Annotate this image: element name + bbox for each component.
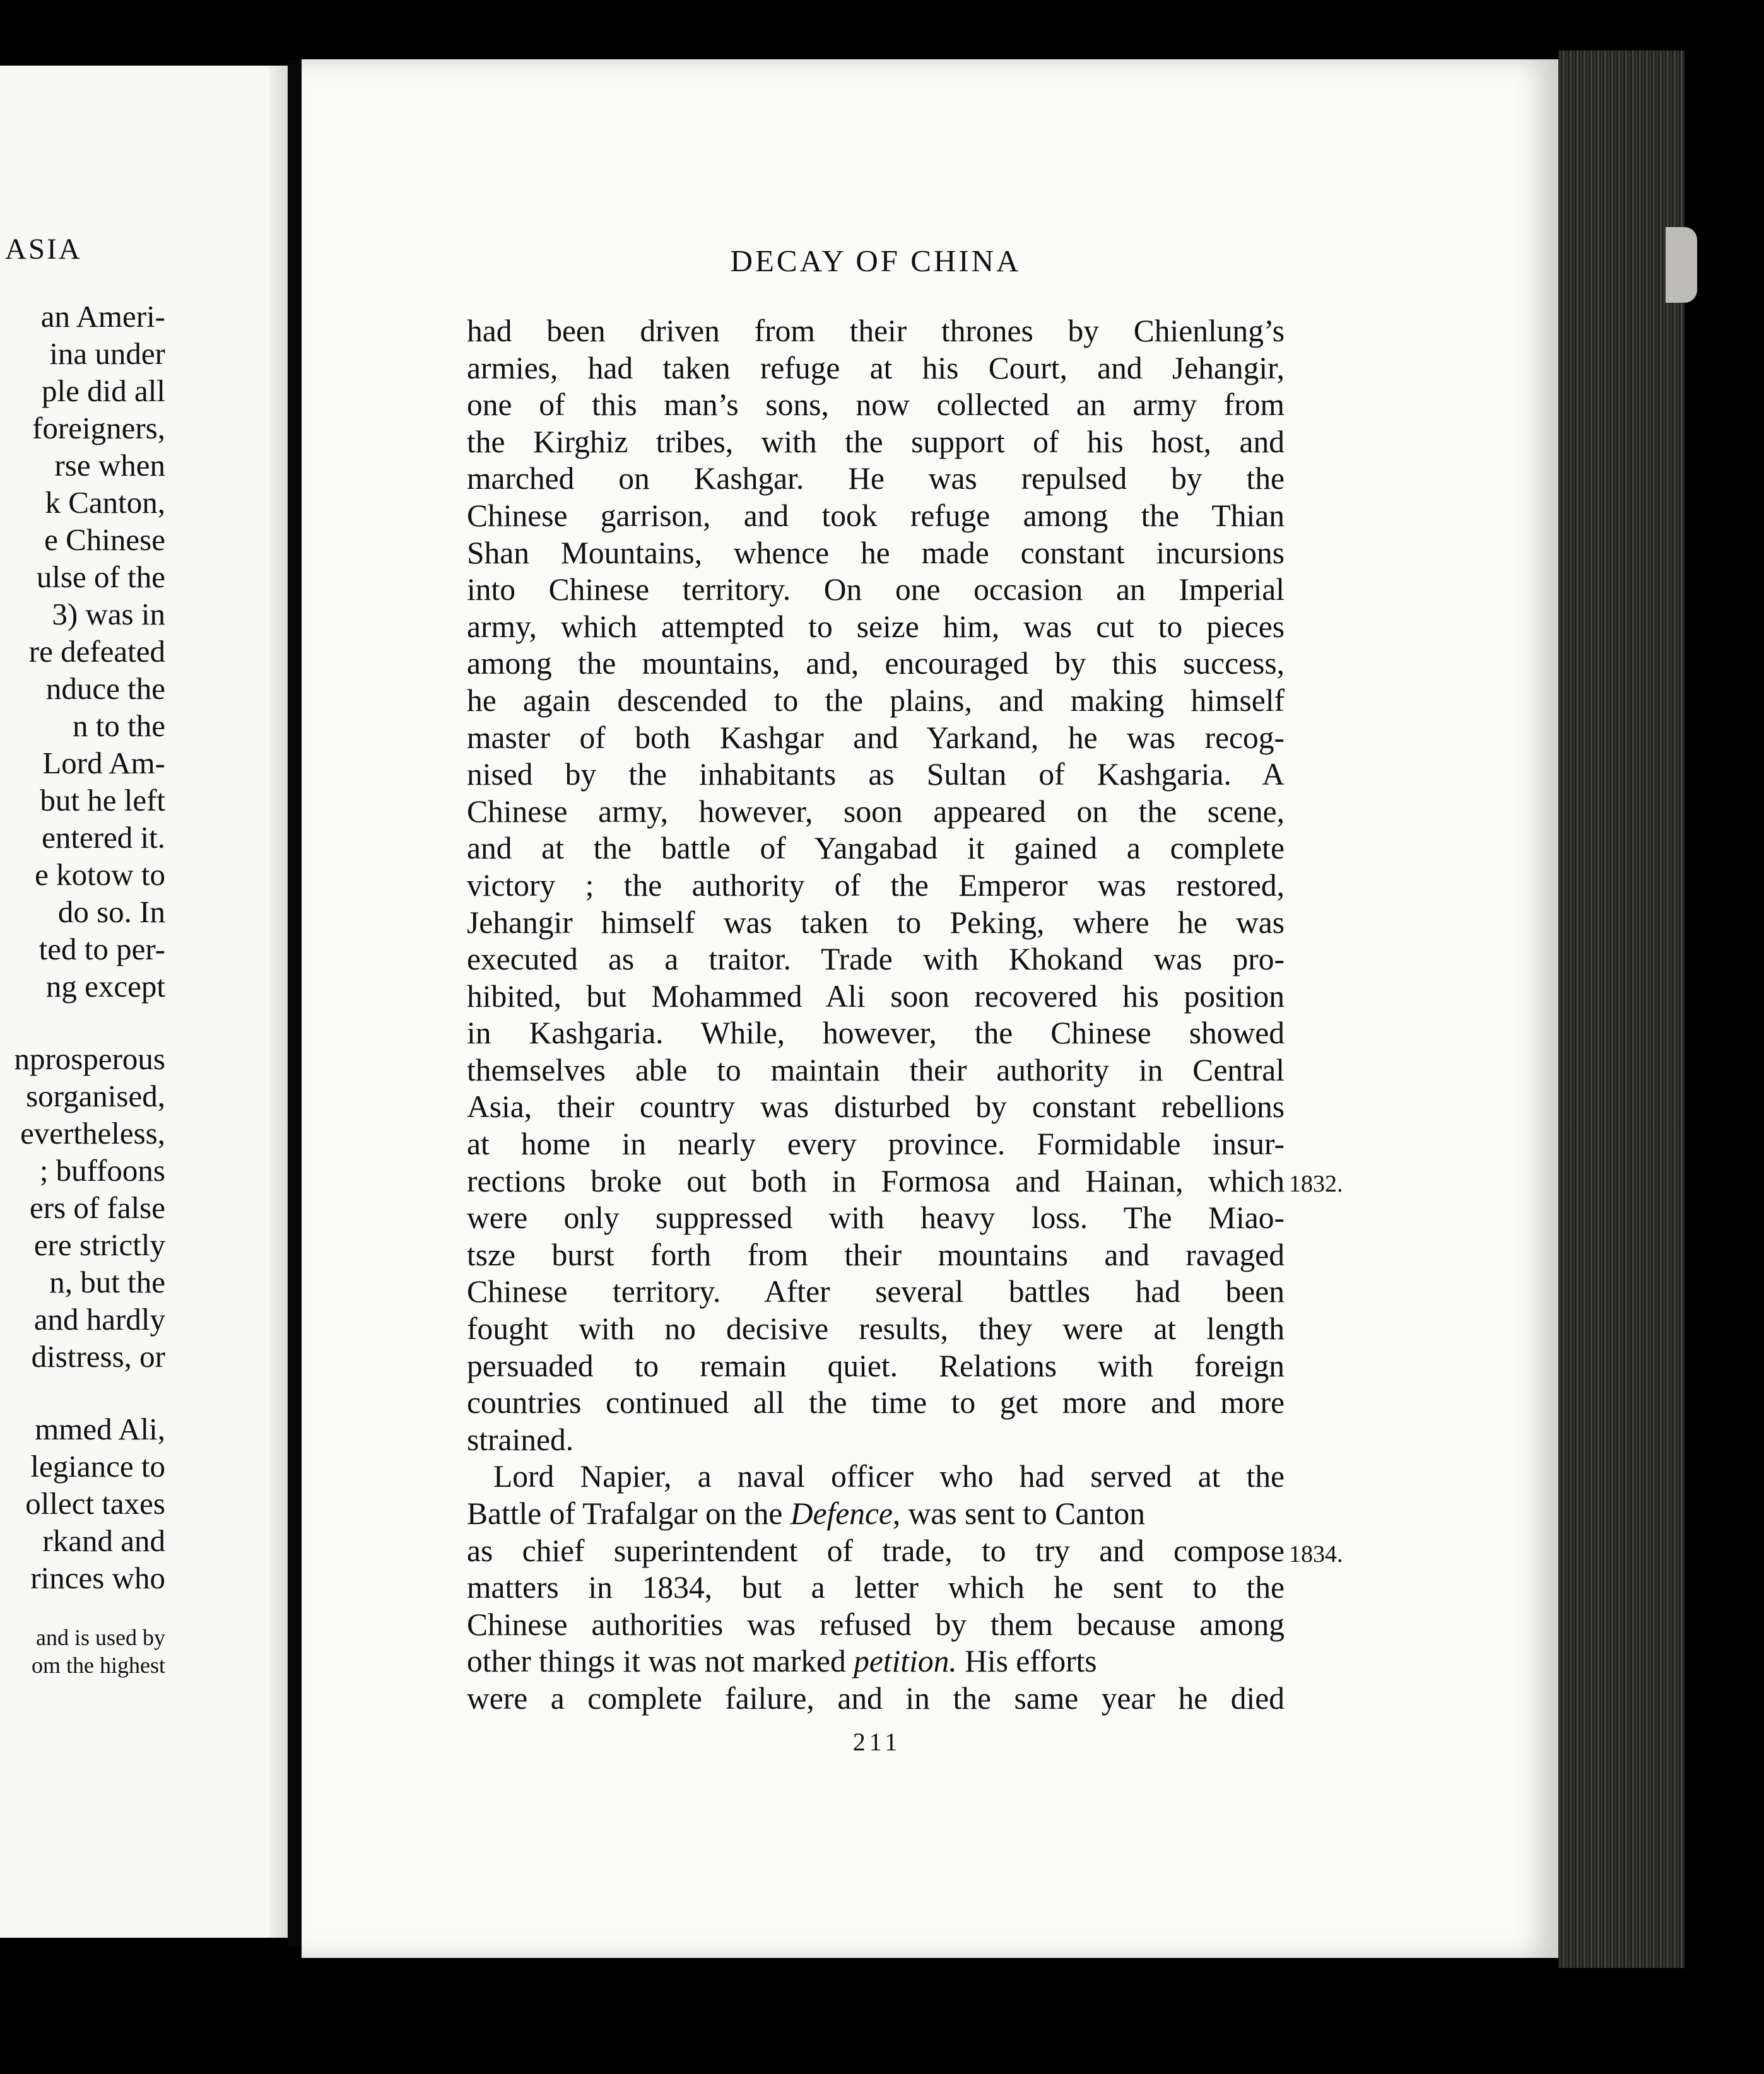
body-text-line: Jehangir himself was taken to Peking, where he was: [467, 905, 1285, 940]
ship-name-italic: Defence: [790, 1496, 893, 1531]
body-text-line: and at the battle of Yangabad it gained a complete: [467, 831, 1285, 866]
left-text-line: distress, or: [31, 1339, 165, 1374]
left-text-line: n, but the: [49, 1265, 165, 1299]
left-text-line: k Canton,: [45, 485, 165, 520]
gutter: [288, 61, 302, 1947]
body-text-line: [467, 1496, 1285, 1533]
left-text-line: ulse of the: [36, 560, 165, 594]
body-text-line: at home in nearly every province. Formidable insur-: [467, 1127, 1285, 1162]
left-text-line: evertheless,: [20, 1116, 165, 1151]
line-segment: other things it was not marked: [467, 1644, 854, 1679]
left-text-line: ere strictly: [33, 1227, 165, 1262]
body-text-line: themselves able to maintain their authority in Central: [467, 1052, 1285, 1087]
margin-note-1832: 1832.: [1289, 1171, 1343, 1197]
left-text-line: mmed Ali,: [35, 1412, 165, 1446]
body-text-line: victory ; the authority of the Emperor was restored,: [467, 867, 1285, 903]
body-text-line: [467, 1643, 1285, 1680]
left-text-line: but he left: [40, 783, 165, 817]
page-number: 211: [852, 1728, 902, 1756]
left-text-line: ng except: [45, 969, 165, 1004]
body-text-line: strained.: [467, 1422, 574, 1457]
body-text-line: the Kirghiz tribes, with the support of his host, and: [467, 424, 1285, 459]
left-text-line: rinces who: [30, 1561, 165, 1595]
left-text-line: foreigners,: [32, 411, 165, 445]
body-text-line: executed as a traitor. Trade with Khokand was pro-: [467, 942, 1285, 977]
body-text-line: matters in 1834, but a letter which he sent to the: [467, 1570, 1285, 1605]
left-page-fold: [269, 66, 288, 1938]
body-text-line: hibited, but Mohammed Ali soon recovered his position: [467, 978, 1285, 1014]
fore-edge-tab: [1666, 227, 1697, 303]
left-text-line: an Ameri-: [40, 299, 165, 334]
left-text-line: ted to per-: [38, 932, 165, 966]
body-text-line: in Kashgaria. While, however, the Chinese showed: [467, 1016, 1285, 1051]
left-footnote-line: and is used by: [36, 1625, 165, 1650]
body-text-line: rections broke out both in Formosa and Hainan, which: [467, 1163, 1285, 1198]
body-text-line: Chinese authorities was refused by them because among: [467, 1607, 1285, 1642]
body-text-line: into Chinese territory. On one occasion an Imperial: [467, 572, 1285, 607]
body-text-line: army, which attempted to seize him, was cut to pieces: [467, 609, 1285, 644]
left-footnote-line: om the highest: [32, 1653, 165, 1678]
left-text-line: rse when: [54, 448, 165, 483]
body-text-line: among the mountains, and, encouraged by this success,: [467, 646, 1285, 681]
left-text-line: rkand and: [42, 1523, 165, 1558]
body-text-line: tsze burst forth from their mountains and ravaged: [467, 1237, 1285, 1272]
left-text-line: re defeated: [28, 634, 165, 669]
body-text-line: Asia, their country was disturbed by constant rebellions: [467, 1089, 1285, 1125]
body-text: [467, 313, 1285, 1718]
left-text-line: ers of false: [30, 1190, 165, 1225]
body-text-line: Chinese garrison, and took refuge among the Thian: [467, 498, 1285, 533]
body-text-line: persuaded to remain quiet. Relations with foreign: [467, 1348, 1285, 1383]
left-text-line: and hardly: [33, 1302, 165, 1337]
left-text-line: sorganised,: [26, 1079, 165, 1113]
body-text-line: marched on Kashgar. He was repulsed by the: [467, 461, 1285, 496]
body-text-line: as chief superintendent of trade, to try and compose: [467, 1533, 1285, 1568]
left-text-line: e kotow to: [35, 857, 165, 892]
body-text-line: Shan Mountains, whence he made constant incursions: [467, 535, 1285, 570]
body-text-line: master of both Kashgar and Yarkand, he was recog-: [467, 720, 1285, 755]
left-text-line: Lord Am-: [42, 746, 165, 780]
left-page-footnote: [0, 1624, 165, 1679]
left-text-line: ple did all: [42, 373, 165, 408]
left-text-line: ina under: [49, 336, 165, 371]
body-text-line: Lord Napier, a naval officer who had served at the: [493, 1459, 1285, 1494]
body-text-line: he again descended to the plains, and making himself: [467, 683, 1285, 718]
body-text-line: Chinese territory. After several battles had been: [467, 1274, 1285, 1309]
body-text-line: had been driven from their thrones by Chienlung’s: [467, 313, 1285, 348]
left-text-line: ; buffoons: [39, 1153, 165, 1188]
body-text-line: were only suppressed with heavy loss. The Miao-: [467, 1200, 1285, 1236]
left-text-line: nprosperous: [14, 1041, 165, 1076]
left-text-line: legiance to: [30, 1449, 165, 1484]
line-segment: His efforts: [956, 1644, 1097, 1679]
body-text-line: Chinese army, however, soon appeared on the scene,: [467, 794, 1285, 829]
left-text-line: nduce the: [45, 671, 165, 706]
line-segment: Battle of Trafalgar on the: [467, 1496, 791, 1531]
left-text-line: do so. In: [57, 894, 165, 929]
line-segment: , was sent to Canton: [892, 1496, 1145, 1531]
body-text-line: nised by the inhabitants as Sultan of Kashgaria. A: [467, 757, 1285, 792]
body-text-line: armies, had taken refuge at his Court, and Jehangir,: [467, 350, 1285, 385]
left-text-line: ollect taxes: [25, 1486, 165, 1521]
body-text-line: fought with no decisive results, they were at length: [467, 1311, 1285, 1347]
left-text-line: n to the: [73, 708, 165, 743]
body-text-line: countries continued all the time to get more and more: [467, 1385, 1285, 1421]
left-text-line: entered it.: [42, 820, 165, 855]
left-text-line: 3) was in: [52, 597, 165, 631]
page-running-head: DECAY OF CHINA: [730, 243, 1021, 278]
page-edges: [1558, 50, 1685, 1968]
left-text-line: e Chinese: [44, 522, 165, 557]
margin-note-1834: 1834.: [1289, 1541, 1343, 1567]
body-text-line: one of this man’s sons, now collected an army from: [467, 387, 1285, 423]
left-page-text: [0, 298, 165, 1597]
body-text-line: were a complete failure, and in the same year he died: [467, 1680, 1285, 1716]
left-running-head: ASIA: [5, 233, 82, 266]
petition-italic: petition.: [854, 1644, 957, 1679]
